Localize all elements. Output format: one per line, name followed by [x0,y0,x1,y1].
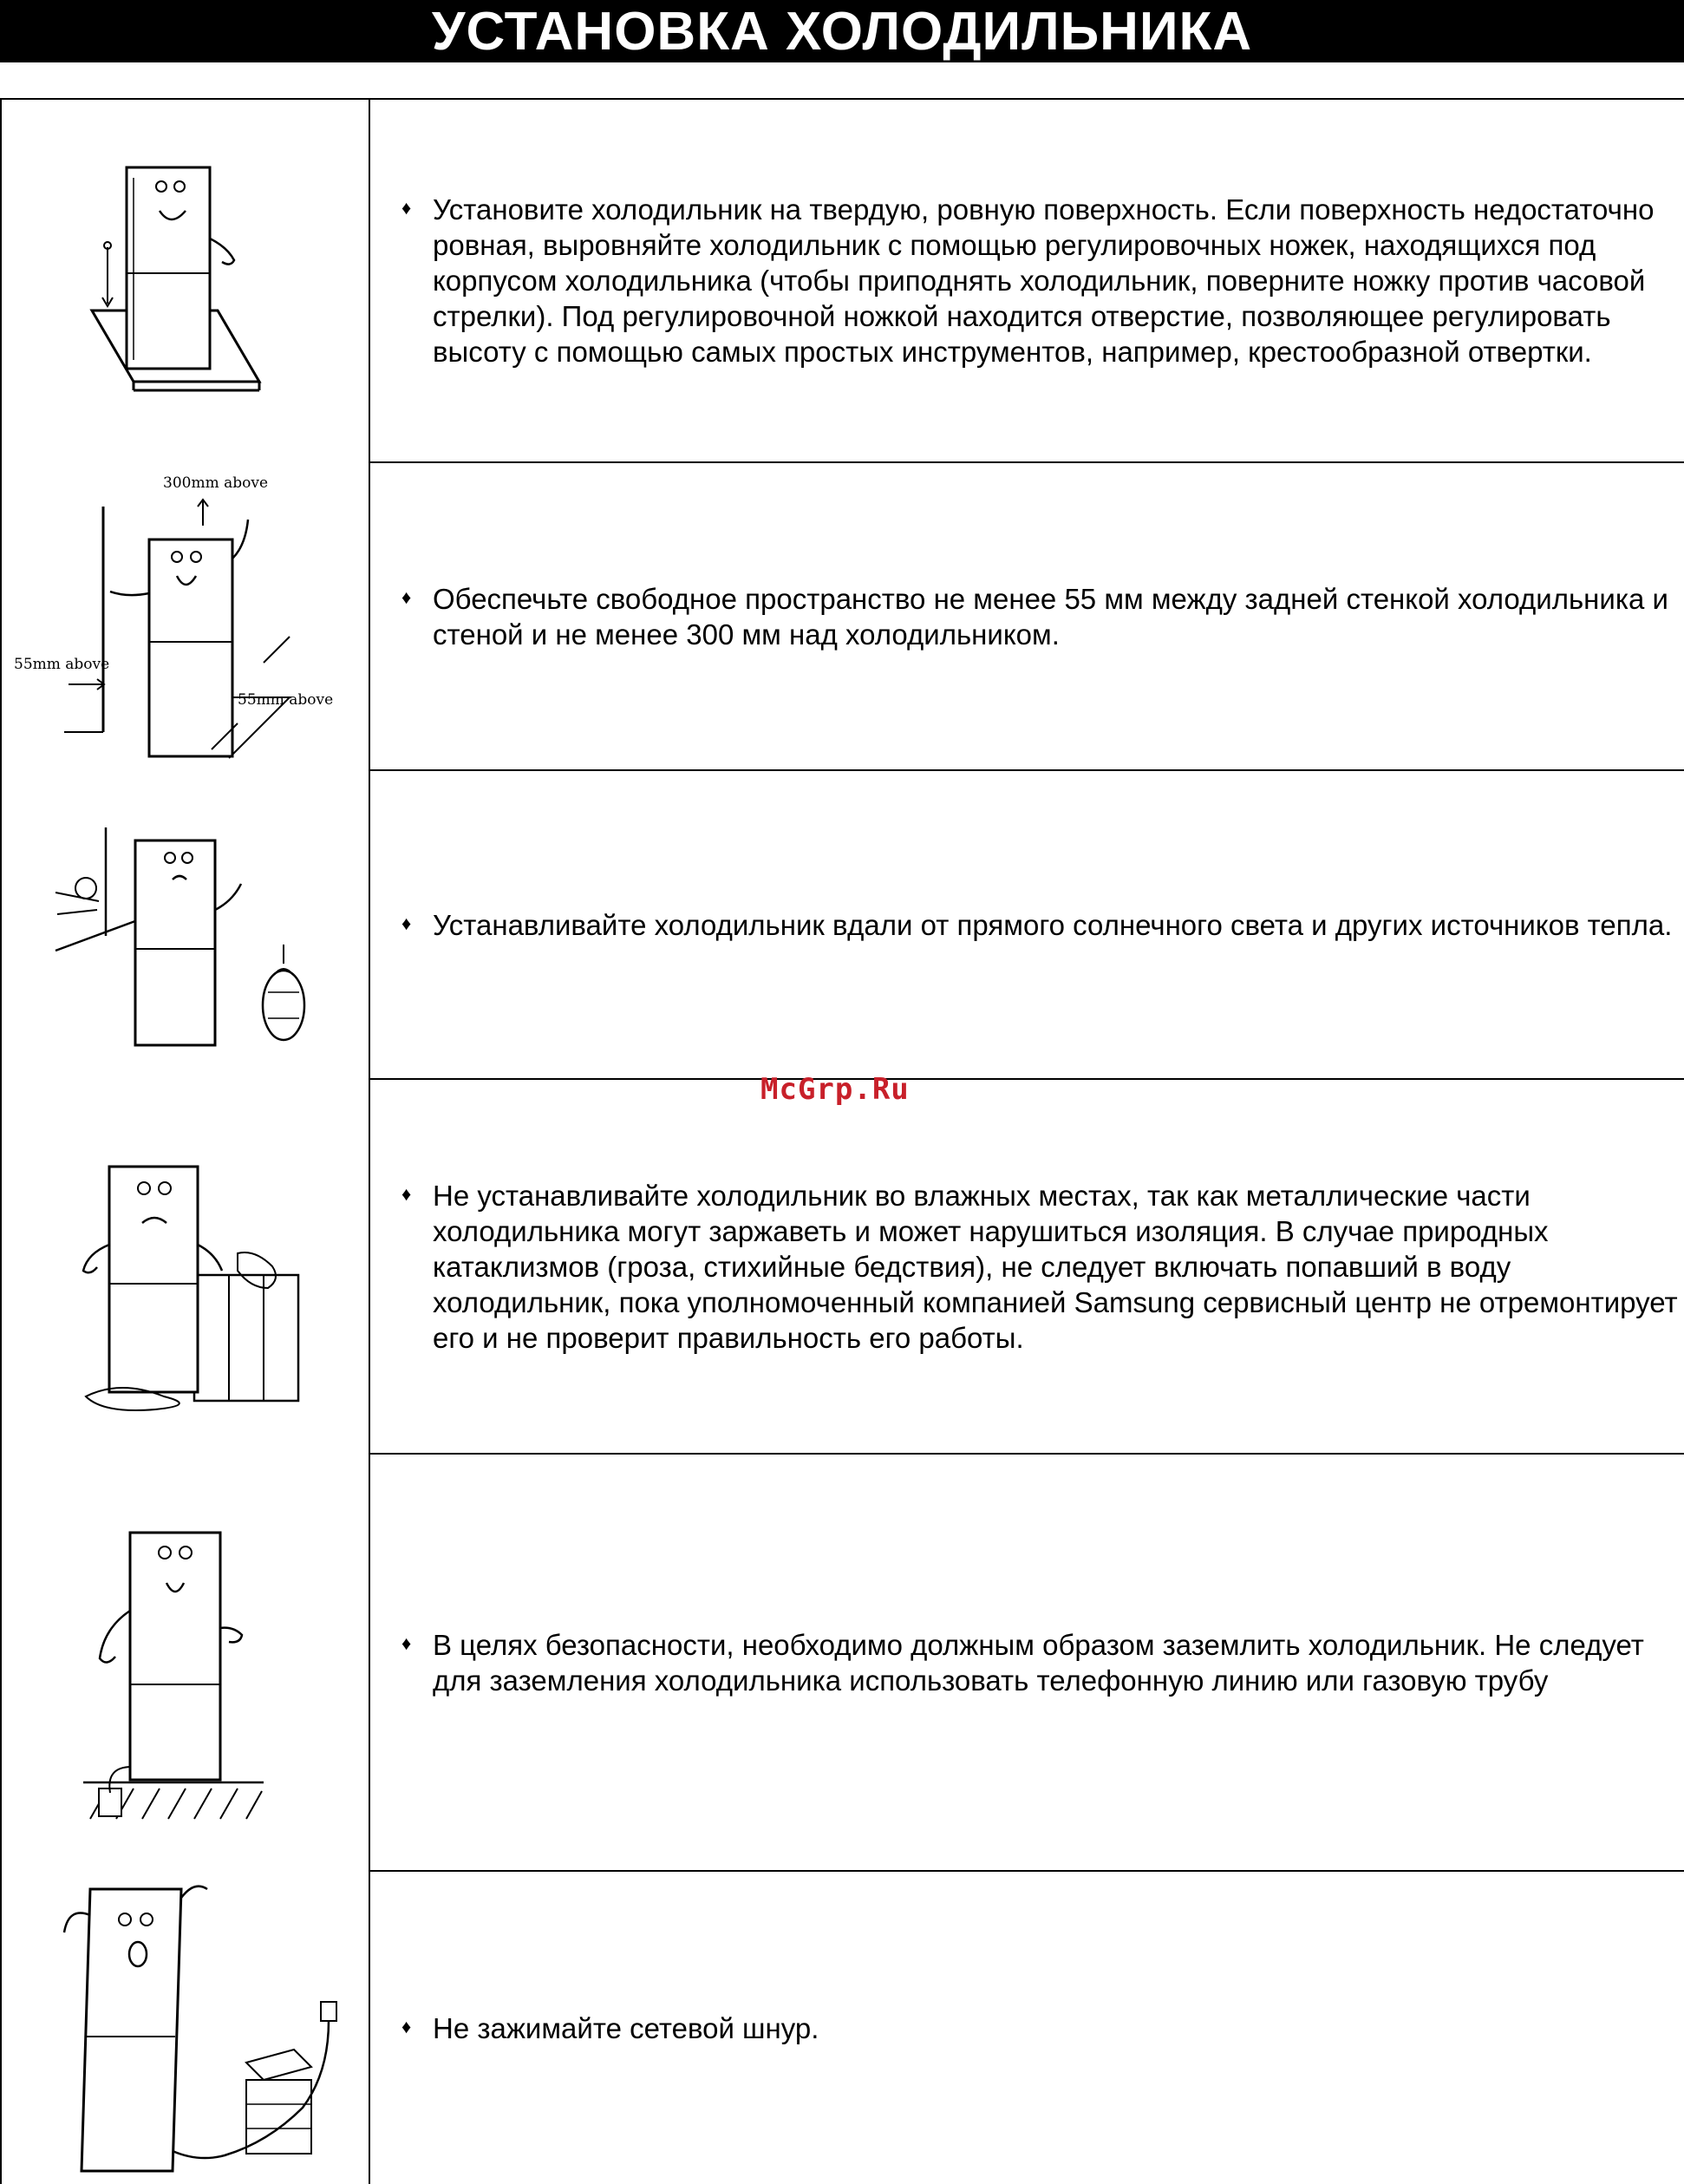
bullet-icon: ♦ [401,1631,412,1654]
section-text: Не зажимайте сетевой шнур. [433,2011,819,2044]
section-text: Обеспечьте свободное пространство не менее 55 мм между задней стенкой холодильника и стеной и не менее 300 мм над холодильником. [433,582,1668,651]
clearance-left-label: 55mm above [14,656,110,673]
section-grounding [0,1455,1684,1870]
section-text: В целях безопасности, необходимо должным образом заземлить холодильник. Не следует для заземления холодильника использовать телефонную линию или газовую трубу [433,1628,1644,1697]
section-away-from-heat [0,771,1684,1078]
fridge-humid-place-icon [3,1080,366,1453]
clearance-right-label: 55mm above [238,691,334,709]
bullet-icon: ♦ [401,197,412,219]
section-text: Не устанавливайте холодильник во влажных местах, так как металлические части холодильника могут заржаветь и может нарушиться изоляция. В случае природных катаклизмов (гроза, стихийные бедствия), не следует включать попавший в воду холодильник, пока уполномоченный компанией Samsung сервисный центр не отремонтирует его и не проверит правильность его работы. [433,1179,1678,1354]
clearance-top-label: 300mm above [163,474,269,492]
fridge-on-level-platform-icon [3,100,366,461]
page-title: УСТАНОВКА ХОЛОДИЛЬНИКА [0,0,1684,62]
fridge-clearance-icon [3,463,366,769]
section-humid-place [0,1080,1684,1453]
bullet-icon: ♦ [401,2015,412,2037]
section-level-surface [0,100,1684,461]
section-text: Устанавливайте холодильник вдали от прямого солнечного света и других источников тепла. [433,908,1673,941]
section-text: Установите холодильник на твердую, ровную поверхность. Если поверхность недостаточно ровная, выровняйте холодильник с помощью регулировочных ножек, находящихся под корпусом холодильника (чтобы приподнять холодильник, поверните ножку против часовой стрелки). Под регулировочной ножкой находится отверстие, позволяющее регулировать высоту с помощью самых простых инструментов, например, крестообразной отвертки. [433,193,1655,368]
fridge-power-cord-icon [3,1872,366,2184]
section-clearance [0,463,1684,769]
fridge-grounding-icon [3,1455,366,1870]
bullet-icon: ♦ [401,585,412,608]
section-power-cord [0,1872,1684,2184]
bullet-icon: ♦ [401,912,412,934]
watermark: McGrp.Ru [760,1072,910,1107]
fridge-away-from-heat-icon [3,771,366,1078]
bullet-icon: ♦ [401,1182,412,1205]
